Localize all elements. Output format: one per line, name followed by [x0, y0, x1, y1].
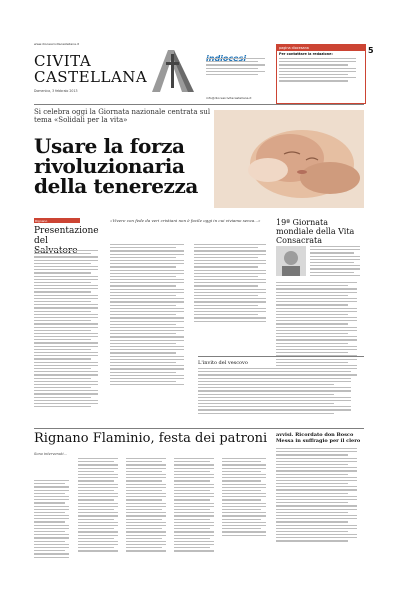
main-kicker: Si celebra oggi la Giornata nazionale centrata sul tema «Solidali per la vita»: [34, 108, 211, 124]
contact-email: info@diocesicivitacastellana.it: [206, 96, 252, 100]
promo-head: pagina diocesana: [277, 45, 365, 51]
event-rule: [198, 356, 364, 357]
bottom-col-5: [222, 458, 270, 538]
bottom-col-2: [78, 458, 122, 554]
header-title-line1: CIVITA: [34, 52, 92, 70]
side-article-body: [34, 250, 104, 409]
side-article-title: Presentazione del: [34, 226, 99, 246]
bottom-col-1: [34, 480, 72, 560]
bottom-rule: [34, 428, 364, 429]
bottom-col-3: [126, 458, 170, 554]
header-date: Domenica, 3 febbraio 2013: [34, 89, 78, 93]
diocese-logo-icon: [148, 44, 200, 96]
bottom-headline: Rignano Flaminio, festa dei patroni: [34, 431, 268, 446]
bottom-right-headline: avvisi. Ricordato don Bosco Messa in suffragio per il clero: [276, 432, 361, 444]
side-section-label: Rignano: [34, 218, 80, 223]
bishop-photo: [276, 246, 306, 276]
header-rule: [34, 104, 364, 105]
event-title: L'invito del vescovo: [198, 360, 248, 366]
sleeping-baby-photo: [214, 110, 364, 208]
main-headline: Usare la forza rivoluzionaria della tenerezza: [34, 134, 198, 198]
right-box-body: [310, 246, 364, 278]
promo-box: [276, 44, 366, 104]
event-body: [198, 368, 364, 416]
promo-title: Per contattare la redazione:: [279, 52, 333, 56]
bottom-col-4: [174, 458, 218, 554]
diocese-contact-info: [206, 58, 270, 77]
main-article-col-1: [110, 244, 190, 387]
header-url: www.diocesicivitacastellana.it: [34, 42, 79, 46]
page-number: 5: [368, 46, 374, 55]
main-article-col-2: [194, 244, 272, 324]
header-title-line2: CASTELLANA: [34, 68, 148, 86]
bottom-sub: Sono intervenuti...: [34, 452, 67, 456]
right-box-title: 19ª Giornata mondiale della Vita Consacrata: [276, 218, 355, 245]
bottom-right-body: [276, 448, 364, 544]
pull-quote: «Vivere con fede da veri cristiani non è facile oggi in cui viviamo senza...»: [110, 218, 261, 223]
right-box-body-2: [276, 282, 364, 378]
